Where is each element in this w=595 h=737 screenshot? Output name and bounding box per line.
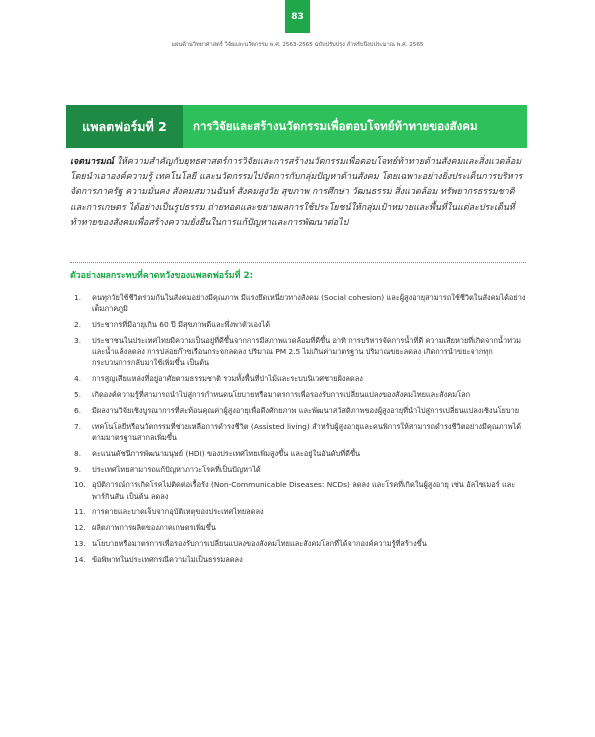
running-header: แผนด้านวิทยาศาสตร์ วิจัยและนวัตกรรม พ.ศ. 2563-2565 ฉบับปรับปรุง สำหรับปีงบประมาณ พ.ศ. 2565	[171, 42, 424, 48]
item-number: 2.	[74, 320, 82, 330]
item-text: การสูญเสียแหล่งที่อยู่อาศัยตามธรรมชาติ รวมทั้งพื้นที่ป่าไม้และระบบนิเวศชายฝั่งลดลง	[92, 374, 363, 384]
intent-body: ให้ความสำคัญกับยุทธศาสตร์การวิจัยและการสร้างนวัตกรรมเพื่อตอบโจทย์ท้าทายด้านสังคมและสิ่งแวดล้อม โดยนำเอาองค์ความรู้ เทคโนโลยี และนวัตกรรมไปจัดการกับกลุ่มปัญหาด้านสังคม โดยเฉพาะอย่างยิ่งประเด็นการบริหารจัดการภาครัฐ ความมั่นคง สังคมสมานฉันท์ สังคมสูงวัย สุขภาพ การศึกษา วัฒนธรรม สิ่งแวดล้อม ทรัพยากรธรรมชาติและการเกษตร ได้อย่างเป็นรูปธรรม ถ่ายทอดและขยายผลการใช้ประโยชน์ให้กลุ่มเป้าหมายและพื้นที่ในแต่ละประเด็นที่ท้าทายของสังคมเพื่อสร้างความยั่งยืนในการแก้ปัญหาและการพัฒนาต่อไป	[70, 157, 523, 228]
item-number: 9.	[74, 464, 82, 474]
outcomes-heading: ตัวอย่างผลกระทบที่คาดหวังของแพลตฟอร์มที่ 2:	[70, 271, 254, 281]
list-item	[74, 522, 526, 533]
item-text: เทคโนโลยีหรือนวัตกรรมที่ช่วยเหลือการดำรงชีวิต (Assisted living) สำหรับผู้สูงอายุและคนพิการให้สามารถดำรงชีวิตอย่างมีคุณภาพได้ตามมาตรฐานสากลเพิ่มขึ้น	[92, 421, 522, 442]
list-item	[74, 554, 526, 565]
item-number: 5.	[74, 390, 82, 400]
item-number: 8.	[74, 448, 82, 458]
item-text: ประชาชนในประเทศไทยมีความเป็นอยู่ที่ดีขึ้นจากการมีสภาพแวดล้อมที่ดีขึ้น อาทิ การบริหารจัดการน้ำที่ดี ความเสียหายที่เกิดจากน้ำท่วมและน้ำแล้งลดลง การปล่อยก๊าซเรือนกระจกลดลง ปริมาณ PM 2.5 ไม่เกินค่ามาตรฐาน ปริมาณขยะลดลง เกิดการนำขยะจากทุกกระบวนการกลับมาใช้เพิ่มขึ้น เป็นต้น	[92, 335, 522, 368]
list-item	[74, 506, 526, 517]
page-number: 83	[285, 0, 310, 33]
list-item	[74, 319, 526, 330]
item-number: 13.	[74, 539, 86, 549]
item-number: 11.	[74, 507, 86, 517]
item-text: นโยบายหรือมาตรการเพื่อรองรับการเปลี่ยนแปลงของสังคมไทยและสังคมโลกที่ได้จากองค์ความรู้ที่สร้างขึ้น	[92, 539, 427, 549]
list-item	[74, 448, 526, 459]
list-item	[74, 292, 526, 315]
item-number: 14.	[74, 554, 86, 564]
item-text: อุบัติการณ์การเกิดโรคไม่ติดต่อเรื้อรัง (Non-Communicable Diseases: NCDs) ลดลง และโรคที่เกิดในผู้สูงอายุ เช่น อัลไซเมอร์ และพาร์กินสัน เป็นต้น ลดลง	[92, 480, 516, 501]
list-item	[74, 373, 526, 384]
item-text: เกิดองค์ความรู้ที่สามารถนำไปสู่การกำหนดนโยบายหรือมาตรการเพื่อรองรับการเปลี่ยนแปลงของสังคมไทยและสังคมโลก	[92, 390, 471, 400]
item-number: 1.	[74, 293, 82, 302]
list-item	[74, 479, 526, 502]
item-text: คะแนนดัชนีการพัฒนามนุษย์ (HDI) ของประเทศไทยเพิ่มสูงขึ้น และอยู่ในอันดับที่ดีขึ้น	[92, 448, 361, 458]
platform-banner	[66, 105, 527, 148]
item-number: 6.	[74, 405, 82, 415]
item-text: ประเทศไทยสามารถแก้ปัญหาภาวะโรคที่เป็นปัญหาได้	[92, 464, 261, 474]
list-item	[74, 421, 526, 444]
item-number: 4.	[74, 374, 82, 384]
platform-title: การวิจัยและสร้างนวัตกรรมเพื่อตอบโจทย์ท้าทายของสังคม	[183, 105, 527, 148]
section-divider	[70, 262, 526, 263]
list-item	[74, 335, 526, 369]
item-text: ผลิตภาพการผลิตของภาคเกษตรเพิ่มขึ้น	[92, 523, 216, 533]
item-text: มีผลงานวิจัยเชิงบูรณาการที่สะท้อนคุณค่าผู้สูงอายุเพื่อดึงศักยภาพ และพัฒนาสวัสดิภาพของผู้สูงอายุที่นำไปสู่การเปลี่ยนแปลงเชิงนโยบาย	[92, 405, 520, 415]
list-item	[74, 389, 526, 400]
item-number: 10.	[74, 480, 86, 490]
item-text: ข้อพิพาทในประเทศกรณีความไม่เป็นธรรมลดลง	[92, 554, 243, 564]
item-number: 12.	[74, 523, 86, 533]
intent-paragraph	[70, 155, 526, 231]
platform-label: แพลตฟอร์มที่ 2	[66, 105, 183, 148]
item-number: 3.	[74, 335, 82, 345]
item-text: ประชากรที่มีอายุเกิน 60 ปี มีสุขภาพดีและพึ่งพาตัวเองได้	[92, 320, 271, 330]
list-item	[74, 538, 526, 549]
intent-lead: เจตนารมณ์	[70, 157, 114, 167]
list-item	[74, 464, 526, 475]
outcomes-list	[74, 292, 526, 570]
item-text: คนทุกวัยใช้ชีวิตร่วมกันในสังคมอย่างมีคุณภาพ มีแรงยึดเหนี่ยวทางสังคม (Social cohesion) และผู้สูงอายุสามารถใช้ชีวิตในสังคมได้อย่างเต็มภาคภูมิ	[92, 293, 526, 314]
item-text: การตายและบาดเจ็บจากอุบัติเหตุของประเทศไทยลดลง	[92, 507, 264, 517]
item-number: 7.	[74, 421, 82, 431]
list-item	[74, 405, 526, 416]
